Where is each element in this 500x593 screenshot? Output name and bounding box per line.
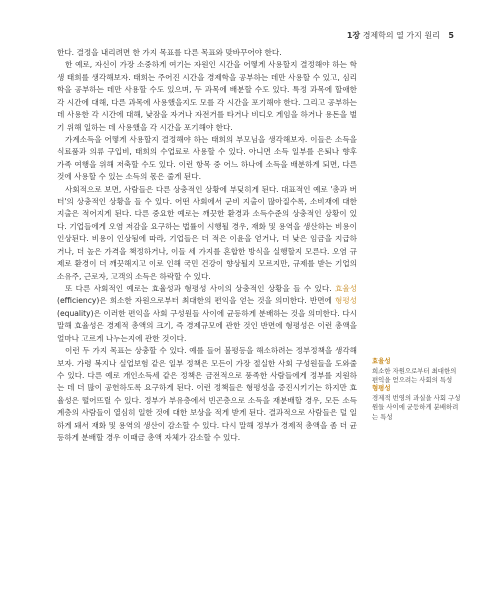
paragraph: 한 예로, 자신이 가장 소중하게 여기는 자원인 시간을 어떻게 사용할지 결정해야 하는 학생 태희를 생각해보자. 태희는 주어진 시간을 경제학을 공부하는 데만 사용할 수 있고, 심리학을 공부하는 데만 사용할 수도 있으며, 두 과목에 배분할 수도 있다. 특정 과목에 할애한 각 시간에 대해, 다른 과목에 사용했을지도 모를 각 시간을 포기해야 한다. 그리고 공부하는 데 사용한 각 시간에 대해, 낮잠을 자거나 자전거를 타거나 비디오 게임을 하거나 용돈을 벌기 위해 일하는 데 사용했을 각 시간을 포기해야 한다. [57,60,357,132]
key-term-equality: 형평성 [334,296,357,306]
page-number: 5 [448,31,454,40]
text-run: (efficiency)은 희소한 자원으로부터 최대한의 편익을 얻는 것을 의미한다. 반면에 [57,296,335,306]
paragraph [57,283,357,345]
chapter-title: 경제학의 열 가지 원리 [362,31,440,40]
paragraph: 사회적으로 보면, 사람들은 다른 상충적인 상황에 부딪히게 된다. 대표적인 예로 '총과 버터'의 상충적인 상황을 들 수 있다. 어떤 사회에서 군비 지출이 많아질수록, 소비재에 대한 지출은 적어지게 된다. 다른 중요한 예로는 깨끗한 환경과 소득수준의 상충적인 상황이 있다. 기업들에게 오염 저감을 요구하는 법률이 시행될 경우, 재화 및 용역을 생산하는 비용이 인상된다. 비용이 인상됨에 따라, 기업들은 더 적은 이윤을 얻거나, 더 낮은 임금을 지급하거나, 더 높은 가격을 책정하거나, 이들 세 가지를 혼합한 방식을 실행할지 모른다. 오염 규제로 환경이 더 깨끗해지고 이로 인해 국민 건강이 향상될지 모르지만, 규제를 받는 기업의 소유주, 근로자, 고객의 소득은 하락할 수 있다. [57,184,357,281]
running-header [347,30,454,41]
text-run: 또 다른 사회적인 예로는 효율성과 형평성 사이의 상충적인 상황을 들 수 있다. [65,284,335,294]
chapter-number: 1장 [346,31,361,40]
main-text [57,47,357,445]
definition-text: 경제적 번영의 과실을 사회 구성원들 사이에 균등하게 분배하려는 특성 [372,393,461,421]
definition-term: 효율성 [372,357,391,365]
definition-term: 형평성 [372,384,391,392]
paragraph: 가계소득을 어떻게 사용할지 결정해야 하는 태희의 부모님을 생각해보자. 이들은 소득을 식료품과 의류 구입비, 태희의 수업료로 사용할 수 있다. 아니면 소득 일부를 은퇴나 향후 가족 여행을 위해 저축할 수도 있다. 이런 항목 중 어느 하나에 소득을 배분하게 되면, 다른 것에 사용할 수 있는 소득의 몫은 줄게 된다. [57,134,357,182]
key-term-efficiency: 효율성 [334,284,357,294]
text-run: (equality)은 이러한 편익을 사회 구성원들 사이에 균등하게 분배하는 것을 의미한다. 다시 말해 효율성은 경제적 총액의 크기, 즉 경제규모에 관한 것인 반면에 형평성은 이런 총액을 얼마나 고르게 나누는지에 관한 것이다. [57,308,357,343]
margin-definition [372,357,464,386]
paragraph: 한다. 결정을 내리려면 한 가지 목표를 다른 목표와 맞바꾸어야 한다. [57,48,282,57]
definition-text: 희소한 자원으로부터 최대한의 편익을 얻으려는 사회의 특성 [372,366,457,384]
paragraph: 이런 두 가지 목표는 상충할 수 있다. 예를 들어 불평등을 해소하려는 정부정책을 생각해보자. 가령 복지나 실업보험 같은 일부 정책은 모든이 가장 절실한 사회 구성원들을 도와줄 수 있다. 다른 예로 개인소득세 같은 정책은 금전적으로 풍족한 사람들에게 정부를 지원하는 데 더 많이 공헌하도록 요구하게 된다. 이런 정책들은 형평성을 증진시키기는 하지만 효율성은 떨어뜨릴 수 있다. 정부가 부유층에서 빈곤층으로 소득을 재분배할 경우, 모든 소득 계층의 사람들이 열심히 일한 것에 대한 보상을 적게 받게 된다. 결과적으로 사람들은 덜 일하게 돼서 재화 및 용역의 생산이 감소할 수 있다. 다시 말해 정부가 경제적 총액을 좀 더 균등하게 분배할 경우 이때금 총액 자체가 감소할 수 있다. [57,346,357,443]
margin-definition [372,384,464,422]
